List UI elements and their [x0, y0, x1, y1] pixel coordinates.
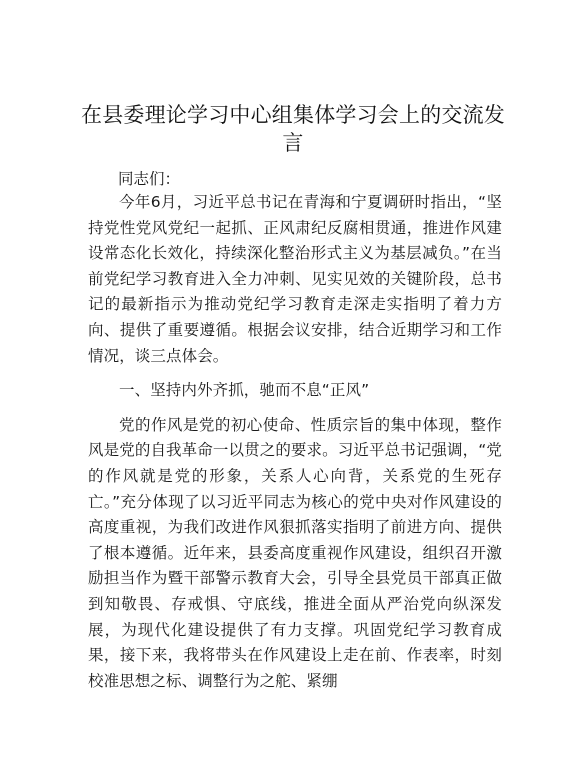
- salutation: 同志们：: [118, 170, 181, 188]
- body-paragraph: 党的作风是党的初心使命、性质宗旨的集中体现，整作风是党的自我革命一以贯之的要求。习近平总书记强调，“党的作风就是党的形象，关系人心向背，关系党的生死存亡。”充分体现了以习近平同志为核心的党中央对作风建设的高度重视，为我们改进作风狠抓落实指明了前进方向、提供了根本遵循。近年来，县委高度重视作风建设，组织召开激励担当作为暨干部警示教育大会，引导全县党员干部真正做到知敬畏、存戒惧、守底线，推进全面从严治党向纵深发展，为现代化建设提供了有力支撑。巩固党纪学习教育成果，接下来，我将带头在作风建设上走在前、作表率，时刻校准思想之标、调整行为之舵、紧绷: [88, 415, 502, 690]
- section-heading: 一、坚持内外齐抓，驰而不息“正风”: [119, 381, 370, 400]
- document-title: 在县委理论学习中心组集体学习会上的交流发言: [81, 103, 505, 155]
- intro-paragraph: 今年6月，习近平总书记在青海和宁夏调研时指出，“坚持党性党风党纪一起抓、正风肃纪反腐相贯通，推进作风建设常态化长效化，持续深化整治形式主义为基层减负。”在当前党纪学习教育进入全力冲刺、见实见效的关键阶段，总书记的最新指示为推动党纪学习教育走深走实指明了着力方向、提供了重要遵循。根据会议安排，结合近期学习和工作情况，谈三点体会。: [88, 193, 502, 365]
- document-body: [88, 190, 502, 703]
